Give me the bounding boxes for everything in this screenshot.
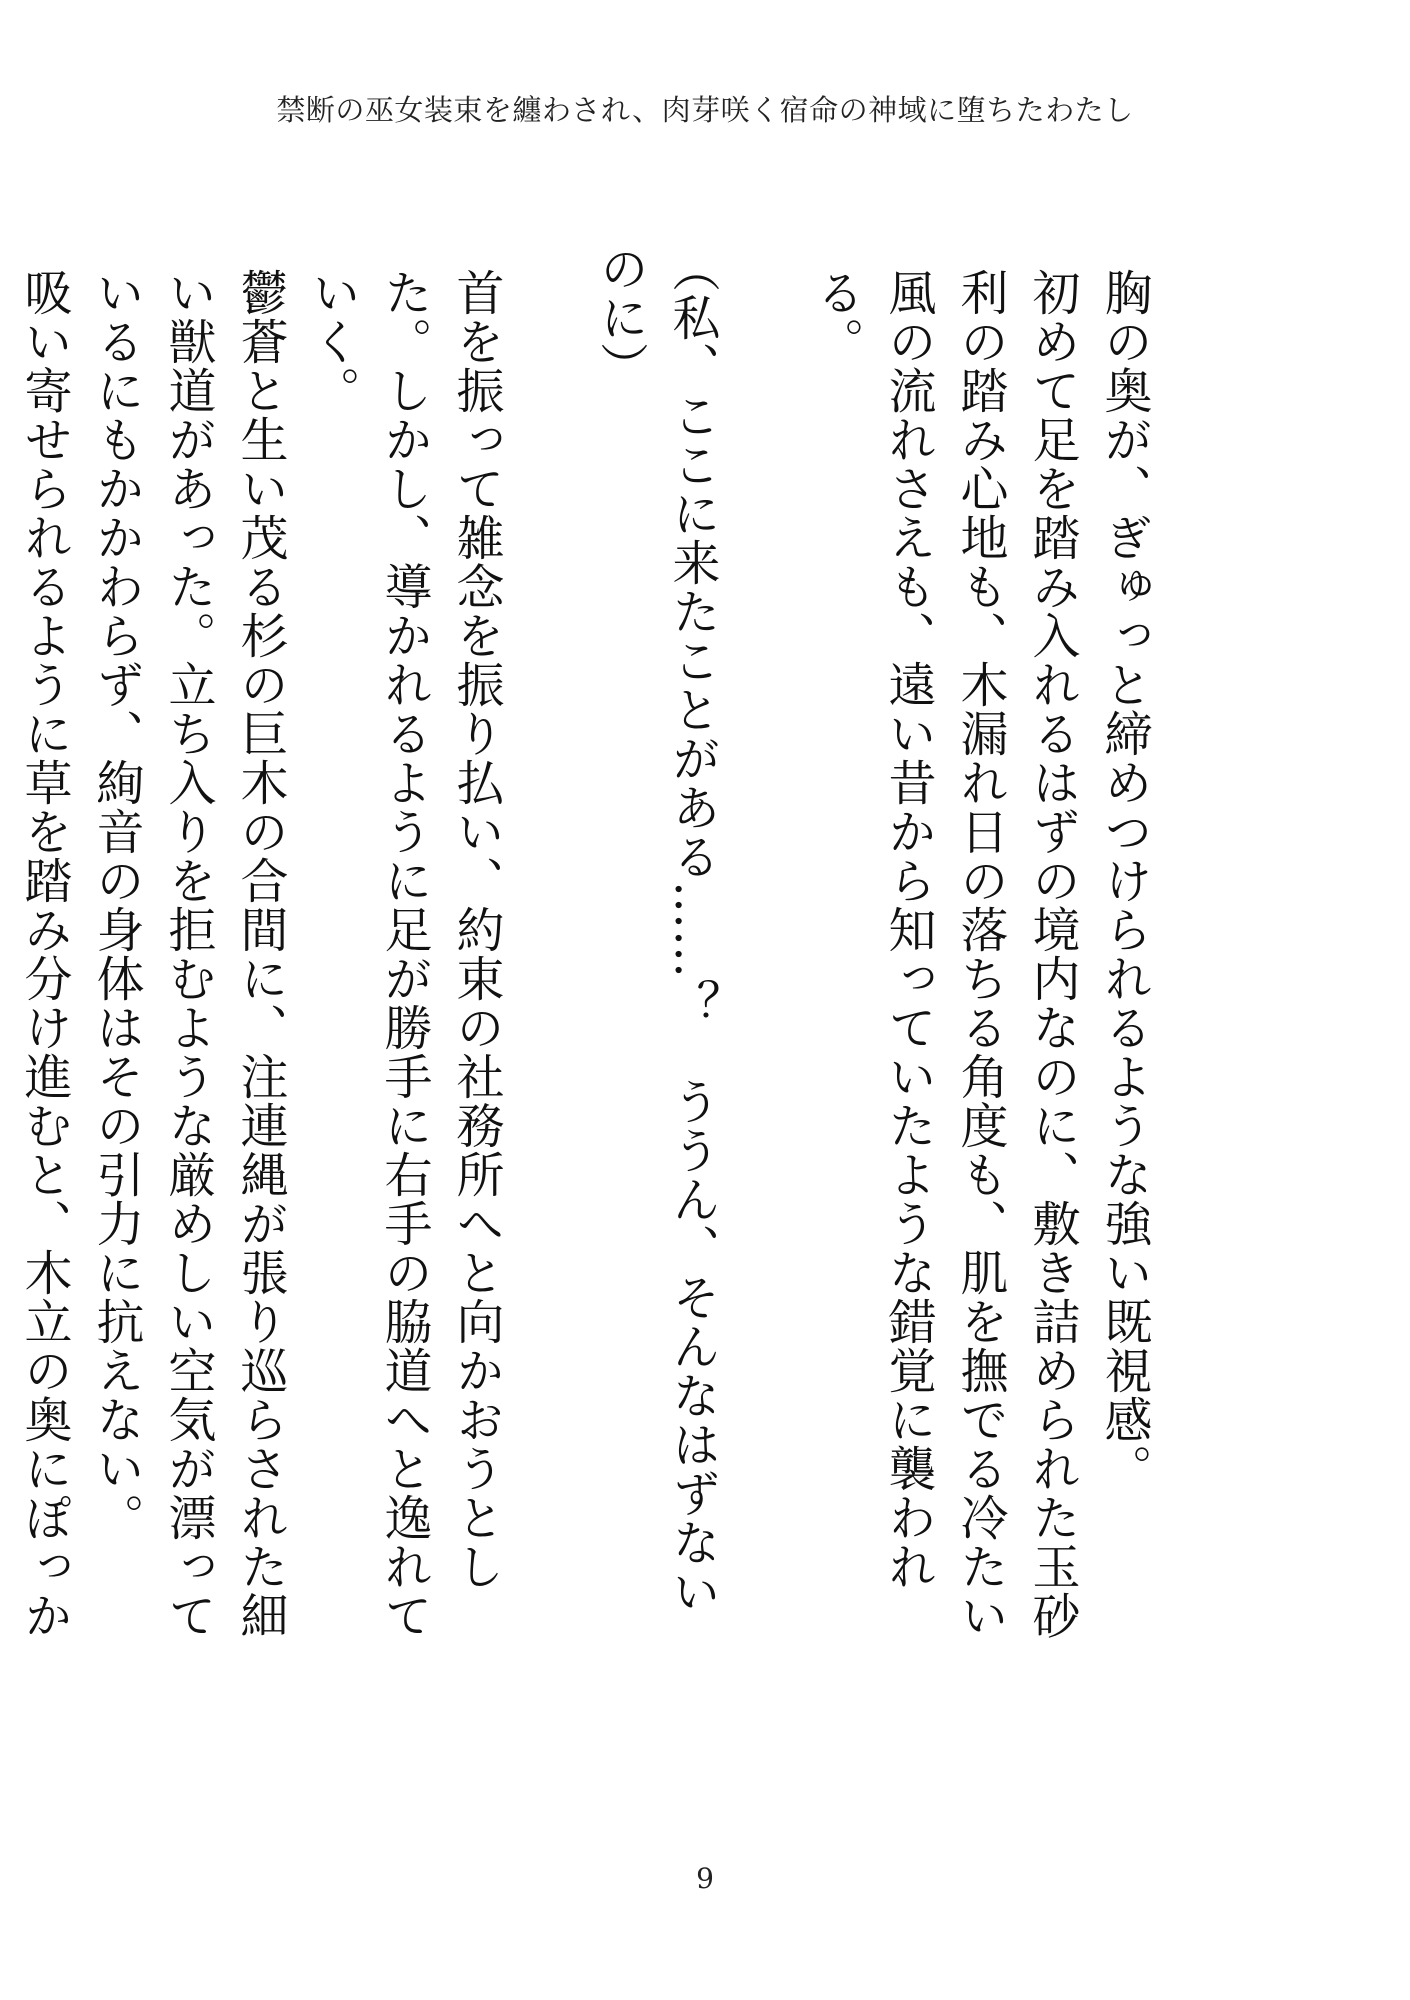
page-number: 9 bbox=[696, 1862, 714, 1895]
paragraph-5: 鬱蒼と生い茂る杉の巨木の合間に、注連縄が張り巡らされた細い獣道があった。立ち入りを拒むような厳めしい空気が漂っているにもかかわらず、絢音の身体はその引力に抗えない。 bbox=[88, 268, 288, 1640]
paragraph-1: 胸の奥が、ぎゅっと締めつけられるような強い既視感。 bbox=[1096, 268, 1152, 1493]
paragraph-2: 初めて足を踏み入れるはずの境内なのに、敷き詰められた玉砂利の踏み心地も、木漏れ日の落ちる角度も、肌を撫でる冷たい風の流れさえも、遠い昔から知っていたような錯覚に襲われる。 bbox=[808, 268, 1080, 1640]
paragraph-6: 吸い寄せられるように草を踏み分け進むと、木立の奥にぽっか bbox=[16, 268, 72, 1640]
running-header-title: 禁断の巫女装束を纏わされ、肉芽咲く宿命の神域に堕ちたわたし bbox=[276, 93, 1134, 127]
paragraph-3-inner-monologue: （私、ここに来たことがある……？ ううん、そんなはずないのに） bbox=[592, 244, 720, 1616]
blank-line bbox=[728, 220, 800, 1660]
vertical-body-text bbox=[0, 220, 1160, 1660]
paragraph-4: 首を振って雑念を振り払い、約束の社務所へと向かおうとした。しかし、導かれるように足が勝手に右手の脇道へと逸れていく。 bbox=[304, 268, 504, 1640]
blank-line bbox=[512, 220, 584, 1660]
